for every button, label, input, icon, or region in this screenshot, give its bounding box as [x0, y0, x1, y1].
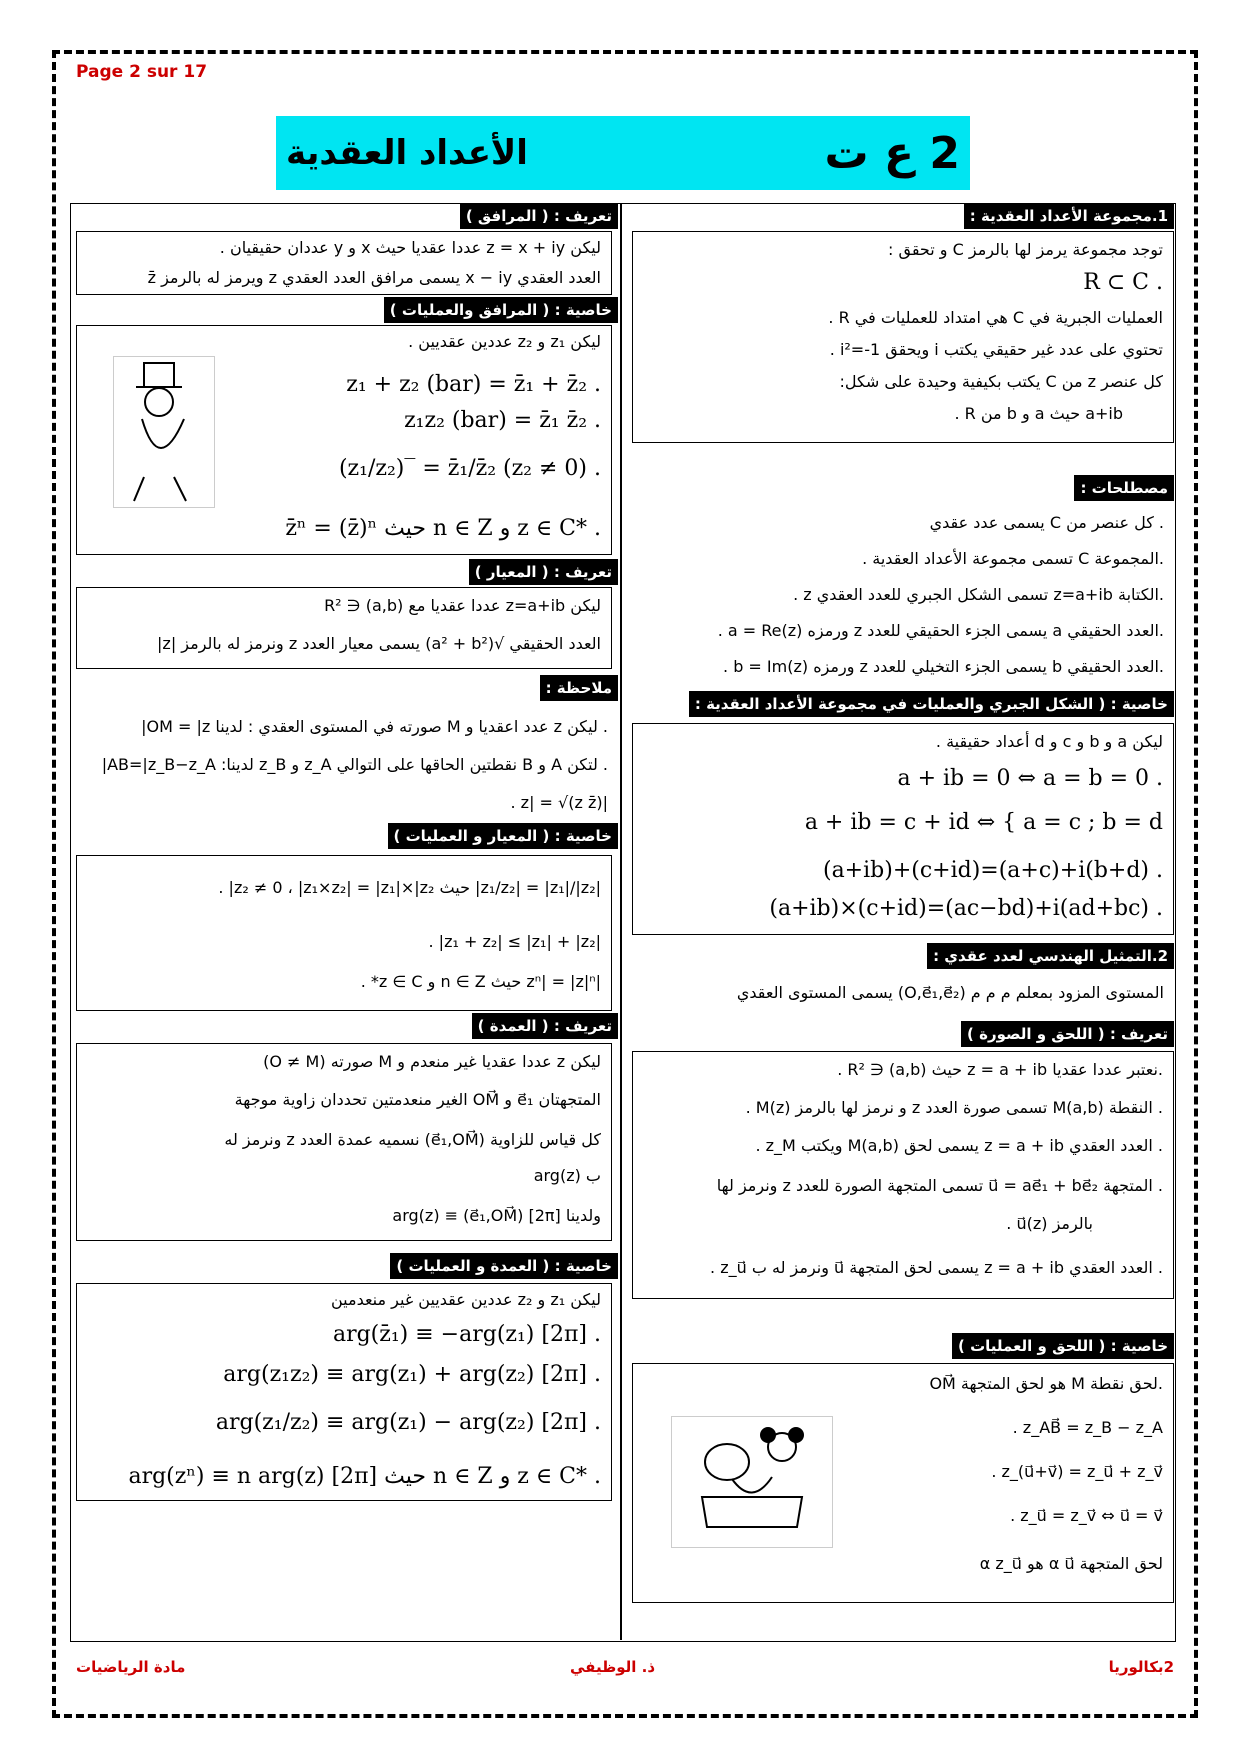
- section-heading: تعريف : ( اللحق و الصورة ): [961, 1021, 1174, 1047]
- level-label: 2 ع ت: [824, 127, 960, 179]
- formula-line: z₁z₂ (bar) = z̄₁ z̄₂ .: [404, 408, 601, 433]
- formula-line: (a+ib)×(c+id)=(ac−bd)+i(ad+bc) .: [769, 896, 1163, 921]
- definition-box: [76, 1043, 612, 1241]
- text-line: ليكن z=a+ib عددا عقديا مع (a,b) ∈ R²: [324, 596, 601, 615]
- section-heading: خاصية : ( اللحق و العمليات ): [952, 1333, 1174, 1359]
- formula-line: (z₁/z₂)‾ = z̄₁/z̄₂ (z₂ ≠ 0) .: [338, 456, 601, 481]
- section-heading: 1.مجموعة الأعداد العقدية :: [964, 203, 1174, 229]
- formula-line: |z₁ + z₂| ≤ |z₁| + |z₂| .: [428, 932, 601, 951]
- left-column: [70, 203, 618, 1640]
- text-line: . المتجهة u⃗ = ae⃗₁ + be⃗₂ تسمى المتجهة الصورة للعدد z ونرمز لها: [716, 1176, 1163, 1195]
- text-line: .العدد الحقيقي a يسمى الجزء الحقيقي للعدد z ورمزه a = Re(z) .: [717, 621, 1164, 640]
- text-line: .لحق نقطة M هو لحق المتجهة OM⃗: [929, 1374, 1163, 1393]
- formula-line: a + ib = 0 ⇔ a = b = 0 .: [897, 766, 1163, 791]
- text-line: تحتوي على عدد غير حقيقي يكتب i ويحقق i²=-1 .: [829, 340, 1163, 359]
- formula-line: a + ib = c + id ⇔ { a = c ; b = d: [804, 810, 1163, 835]
- formula-line: arg(z₁/z₂) ≡ arg(z₁) − arg(z₂) [2π] .: [215, 1410, 601, 1435]
- text-line: ب arg(z): [533, 1166, 601, 1185]
- property-box: [632, 723, 1174, 935]
- section-heading: خاصية : ( المعيار و العمليات ): [388, 823, 618, 849]
- formula-line: ولدينا arg(z) ≡ (e⃗₁,OM⃗) [2π]: [392, 1206, 601, 1225]
- formula-line: z_u⃗ = z_v⃗ ⇔ u⃗ = v⃗ .: [1010, 1506, 1163, 1525]
- formula-line: z̄ⁿ = (z̄)ⁿ حيث n ∈ Z و z ∈ C* .: [285, 516, 601, 541]
- text-line: ليكن a و b و c و d أعداد حقيقية .: [935, 732, 1163, 751]
- formula-line: |zⁿ| = |z|ⁿ حيث n ∈ Z و z ∈ C* .: [360, 972, 601, 991]
- formula-line: (a+ib)+(c+id)=(a+c)+i(b+d) .: [822, 858, 1163, 883]
- section-heading: خاصية : ( العمدة و العمليات ): [390, 1253, 618, 1279]
- section-heading: خاصية : ( الشكل الجبري والعمليات في مجموعة الأعداد العقدية :: [689, 691, 1174, 717]
- text-line: كل عنصر z من C يكتب بكيفية وحيدة على شكل:: [839, 372, 1163, 391]
- text-line: . كل عنصر من C يسمى عدد عقدي: [929, 513, 1164, 532]
- definition-box: [632, 1051, 1174, 1299]
- text-line: ليكن z عددا عقديا غير منعدم و M صورته (O ≠ M): [263, 1052, 601, 1071]
- section-heading: ملاحظة :: [540, 675, 618, 701]
- section-heading: مصطلحات :: [1074, 475, 1174, 501]
- definition-box: [76, 587, 612, 669]
- text-line: .المجموعة C تسمى مجموعة الأعداد العقدية .: [862, 549, 1164, 568]
- column-divider: [620, 203, 622, 1640]
- property-box: [76, 325, 612, 555]
- text-line: ليكن z₁ و z₂ عددين عقديين غير منعدمين: [330, 1290, 601, 1309]
- section-heading: تعريف : ( المرافق ): [460, 203, 618, 229]
- formula-line: |z₁/z₂| = |z₁|/|z₂| حيث z₂ ≠ 0 ، |z₁×z₂| = |z₁|×|z₂| .: [218, 878, 601, 897]
- formula-line: arg(zⁿ) ≡ n arg(z) [2π] حيث n ∈ Z و z ∈ C* .: [128, 1464, 601, 1489]
- right-column: [624, 203, 1174, 1640]
- formula-line: R ⊂ C .: [1083, 270, 1163, 295]
- text-line: توجد مجموعة يرمز لها بالرمز C و تحقق :: [888, 240, 1163, 259]
- text-line: كل قياس للزاوية (e⃗₁,OM⃗) نسميه عمدة العدد z ونرمز له: [224, 1130, 601, 1149]
- text-line: . النقطة M(a,b) تسمى صورة العدد z و نرمز لها بالرمز M(z) .: [745, 1098, 1163, 1117]
- text-line: .نعتبر عددا عقديا z = a + ib حيث (a,b) ∈ R² .: [837, 1060, 1163, 1079]
- text-line: العدد الحقيقي √(a² + b²) يسمى معيار العدد z ونرمز له بالرمز |z|: [157, 634, 601, 653]
- formula-line: z₁ + z₂ (bar) = z̄₁ + z̄₂ .: [346, 372, 601, 397]
- formula-line: |z| = √(z z̄) .: [510, 793, 608, 812]
- text-line: . العدد العقدي z = a + ib يسمى لحق M(a,b) ويكتب z_M .: [755, 1136, 1163, 1155]
- text-line: ليكن z₁ و z₂ عددين عقديين .: [408, 332, 601, 351]
- text-line: . ليكن z عدد اعقديا و M صورته في المستوى العقدي : لدينا OM = |z|: [141, 717, 608, 736]
- section-heading: تعريف : ( المعيار ): [469, 559, 618, 585]
- text-line: العدد العقدي x − iy يسمى مرافق العدد العقدي z ويرمز له بالرمز z̄: [147, 268, 601, 287]
- cartoon-illustration: [671, 1416, 833, 1548]
- formula-line: arg(z̄₁) ≡ −arg(z₁) [2π] .: [332, 1322, 601, 1347]
- title-banner: [276, 116, 970, 190]
- text-line: . العدد العقدي z = a + ib يسمى لحق المتجهة u⃗ ونرمز له ب z_u⃗ .: [710, 1258, 1163, 1277]
- property-box: [76, 1283, 612, 1501]
- text-line: بالرمز u⃗(z) .: [1006, 1214, 1093, 1233]
- footer-subject: مادة الرياضيات: [76, 1658, 186, 1676]
- formula-line: z_(u⃗+v⃗) = z_u⃗ + z_v⃗ .: [991, 1462, 1163, 1481]
- cartoon-illustration: [113, 356, 215, 508]
- section-heading: 2.التمثيل الهندسي لعدد عقدي :: [927, 943, 1174, 969]
- lesson-title: الأعداد العقدية: [286, 133, 528, 173]
- footer-level: 2بكالوريا: [1108, 1658, 1174, 1676]
- text-line: المتجهتان e⃗₁ و OM⃗ الغير منعدمتين تحددان زاوية موجهة: [234, 1090, 601, 1109]
- text-line: .العدد الحقيقي b يسمى الجزء التخيلي للعدد z ورمزه b = Im(z) .: [723, 657, 1164, 676]
- definition-box: [632, 231, 1174, 443]
- footer-author: ذ. الوظيفي: [570, 1658, 656, 1676]
- text-line: العمليات الجبرية في C هي امتداد للعمليات في R .: [828, 308, 1163, 327]
- formula-line: z_AB⃗ = z_B − z_A .: [1012, 1418, 1163, 1437]
- section-heading: تعريف : ( العمدة ): [472, 1013, 618, 1039]
- text-line: ليكن z = x + iy عددا عقديا حيث x و y عددان حقيقيان .: [219, 238, 601, 257]
- text-line: المستوى المزود بمعلم م م م (O,e⃗₁,e⃗₂) يسمى المستوى العقدي: [736, 983, 1164, 1002]
- text-line: a+ib حيث a و b من R .: [954, 404, 1123, 423]
- formula-line: arg(z₁z₂) ≡ arg(z₁) + arg(z₂) [2π] .: [223, 1362, 601, 1387]
- page-number: Page 2 sur 17: [76, 62, 208, 82]
- text-line: لحق المتجهة α u⃗ هو α z_u⃗: [979, 1554, 1163, 1573]
- text-line: .الكتابة z=a+ib تسمى الشكل الجبري للعدد العقدي z .: [793, 585, 1164, 604]
- definition-box: [76, 231, 612, 295]
- property-box: [632, 1363, 1174, 1603]
- section-heading: خاصية : ( المرافق والعمليات ): [384, 297, 618, 323]
- property-box: [76, 855, 612, 1011]
- text-line: . لتكن A و B نقطتين الحاقها على التوالي z_A و z_B لدينا: AB=|z_B−z_A|: [101, 755, 608, 774]
